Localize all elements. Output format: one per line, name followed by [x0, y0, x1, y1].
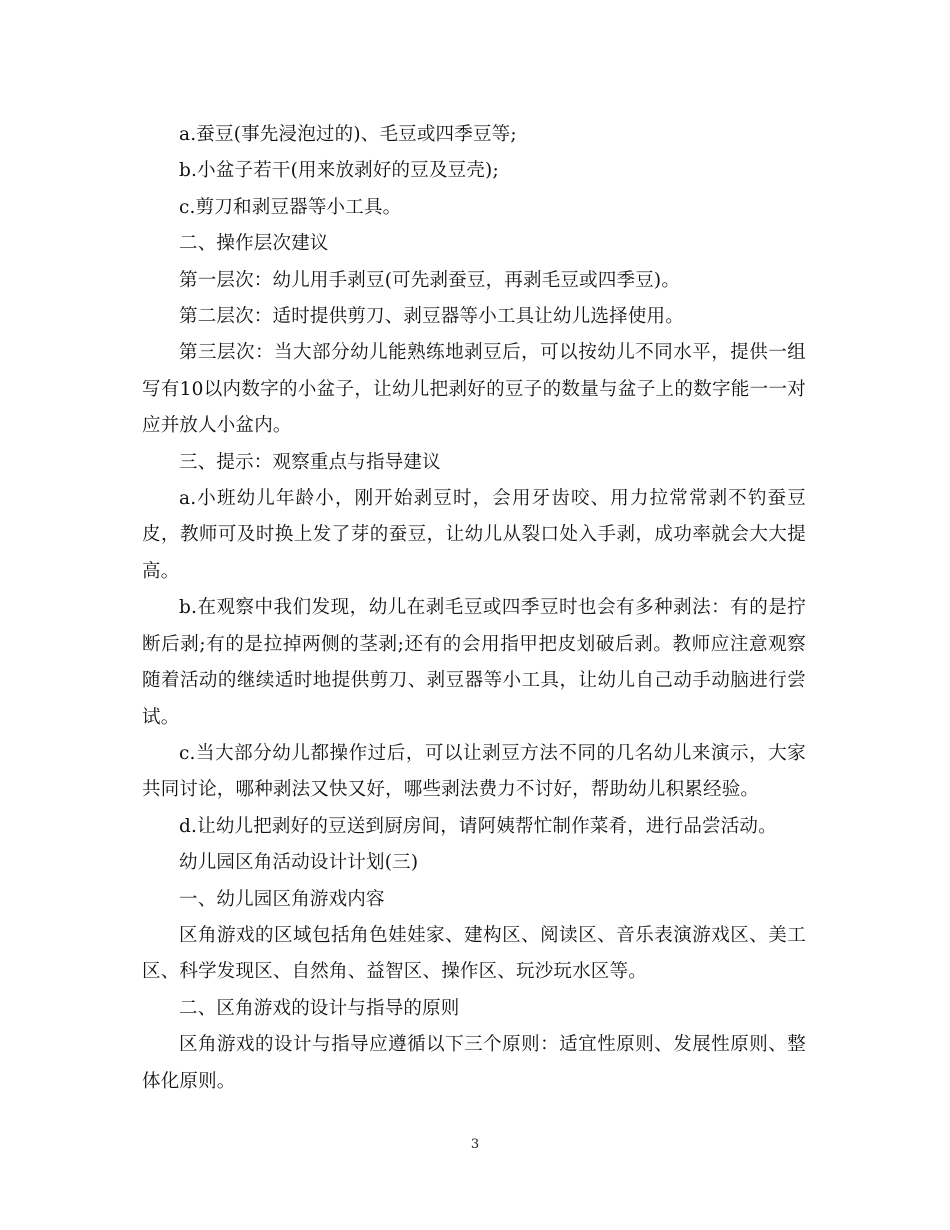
level-three-paragraph: 第三层次：当大部分幼儿能熟练地剥豆后，可以按幼儿不同水平，提供一组写有10以内数字的小盆子，让幼儿把剥好的豆子的数量与盆子上的数字能一一对应并放人小盆内。: [142, 342, 806, 437]
material-item-c: c.剪刀和剥豆器等小工具。: [179, 196, 402, 218]
game-areas-paragraph: 区角游戏的区域包括角色娃娃家、建构区、阅读区、音乐表演游戏区、美工区、科学发现区、自然角、益智区、操作区、玩沙玩水区等。: [142, 924, 806, 983]
principles-paragraph: 区角游戏的设计与指导应遵循以下三个原则：适宜性原则、发展性原则、整体化原则。: [142, 1034, 806, 1092]
tip-paragraph-b: b.在观察中我们发现，幼儿在剥毛豆或四季豆时也会有多种剥法：有的是拧断后剥;有的是拉掉两侧的茎剥;还有的会用指甲把皮划破后剥。教师应注意观察随着活动的继续适时地提供剪刀、剥豆器等小工具，让幼儿自己动手动脑进行尝试。: [142, 597, 806, 728]
tip-paragraph-a: a.小班幼儿年龄小，刚开始剥豆时，会用牙齿咬、用力拉常常剥不钓蚕豆皮，教师可及时换上发了芽的蚕豆，让幼儿从裂口处入手剥，成功率就会大大提高。: [142, 488, 806, 582]
page-number: 3: [470, 1137, 480, 1152]
level-two-paragraph: 第二层次：适时提供剪刀、剥豆器等小工具让幼儿选择使用。: [179, 306, 684, 328]
tip-paragraph-d: d.让幼儿把剥好的豆送到厨房间，请阿姨帮忙制作菜肴，进行品尝活动。: [179, 815, 777, 837]
document-body: [142, 117, 806, 1100]
level-one-paragraph: 第一层次：幼儿用手剥豆(可先剥蚕豆，再剥毛豆或四季豆)。: [179, 269, 681, 291]
material-item-b: b.小盆子若干(用来放剥好的豆及豆壳);: [179, 160, 499, 182]
material-item-a: a.蚕豆(事先浸泡过的)、毛豆或四季豆等;: [179, 124, 517, 145]
plan-title: 幼儿园区角活动设计计划(三): [179, 852, 419, 874]
section-heading-operation-levels: 二、操作层次建议: [179, 233, 329, 255]
section-heading-game-content: 一、幼儿园区角游戏内容: [179, 888, 385, 910]
tip-paragraph-c: c.当大部分幼儿都操作过后，可以让剥豆方法不同的几名幼儿来演示，大家共同讨论，哪种剥法又快又好，哪些剥法费力不讨好，帮助幼儿积累经验。: [142, 742, 806, 801]
section-heading-design-principles: 二、区角游戏的设计与指导的原则: [179, 997, 460, 1019]
section-heading-observation-tips: 三、提示：观察重点与指导建议: [179, 451, 441, 473]
